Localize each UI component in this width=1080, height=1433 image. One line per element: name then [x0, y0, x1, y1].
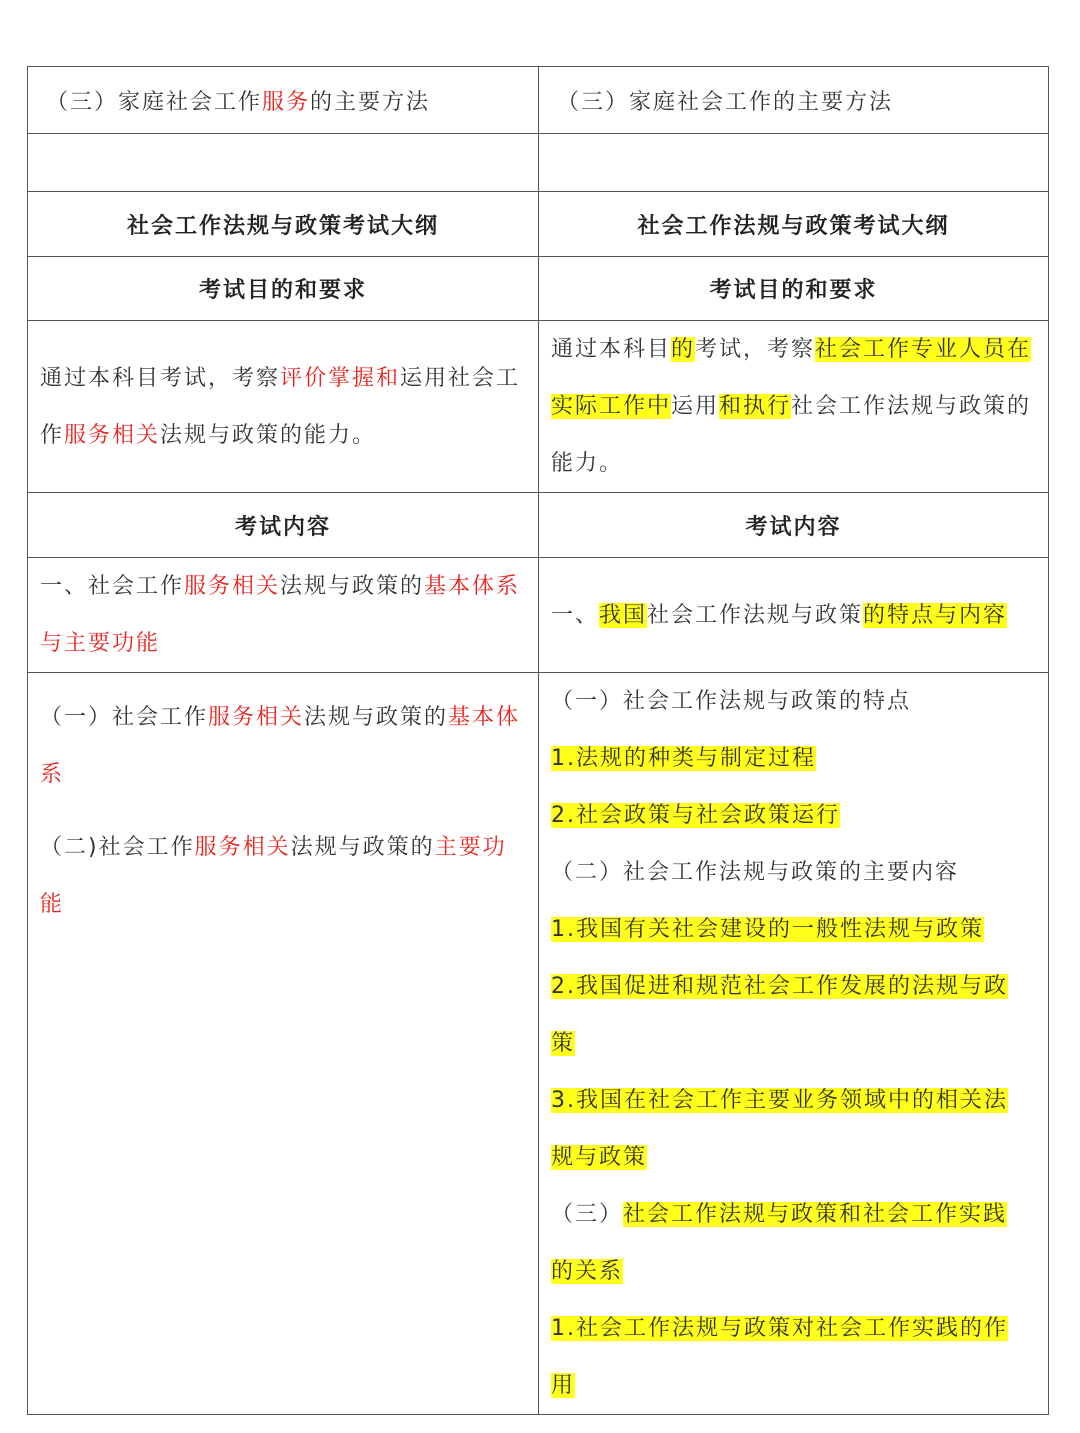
right-item-regulation-types: 1.法规的种类与制定过程 — [551, 746, 816, 771]
right-item-practice-effect: 1.社会工作法规与政策对社会工作实践的作 — [551, 1316, 1008, 1341]
row-purpose — [28, 321, 1049, 493]
row-purpose-header — [28, 257, 1049, 321]
comparison-table — [27, 66, 1049, 1415]
cell-right-content-header: 考试内容 — [539, 493, 1049, 558]
row-empty — [28, 134, 1049, 192]
cell-left-content-header: 考试内容 — [28, 493, 539, 558]
cell-right-details — [539, 673, 1049, 1415]
cell-right-empty — [539, 134, 1049, 192]
left-item-main-functions: （二)社会工作服务相关法规与政策的主要功能 — [40, 835, 507, 917]
row-family-methods — [28, 67, 1049, 134]
row-title — [28, 192, 1049, 257]
cell-left-details — [28, 673, 539, 1415]
right-item-practice-relation-cont: 的关系 — [551, 1259, 624, 1284]
right-item-business-regulations: 3.我国在社会工作主要业务领域中的相关法 — [551, 1088, 1008, 1113]
row-details — [28, 673, 1049, 1415]
cell-right-title: 社会工作法规与政策考试大纲 — [539, 192, 1049, 257]
cell-right-family-methods: （三）家庭社会工作的主要方法 — [539, 67, 1049, 134]
cell-left-purpose-header: 考试目的和要求 — [28, 257, 539, 321]
row-content-header — [28, 493, 1049, 558]
cell-right-purpose-header: 考试目的和要求 — [539, 257, 1049, 321]
right-item-main-content: （二）社会工作法规与政策的主要内容 — [551, 860, 960, 885]
left-item-basic-system: （一）社会工作服务相关法规与政策的基本体系 — [40, 705, 521, 787]
cell-left-family-methods: （三）家庭社会工作服务的主要方法 — [28, 67, 539, 134]
right-item-business-regulations-cont: 规与政策 — [551, 1145, 648, 1170]
row-section-one — [28, 558, 1049, 673]
right-item-features: （一）社会工作法规与政策的特点 — [551, 689, 912, 714]
right-item-practice-relation: （三）社会工作法规与政策和社会工作实践 — [551, 1202, 1008, 1227]
cell-right-purpose: 通过本科目的考试，考察社会工作专业人员在实际工作中运用和执行社会工作法规与政策的能力。 — [539, 321, 1049, 493]
cell-left-purpose: 通过本科目考试，考察评价掌握和运用社会工作服务相关法规与政策的能力。 — [28, 321, 539, 493]
right-item-policy-operation: 2.社会政策与社会政策运行 — [551, 803, 840, 828]
right-item-promote-regulations: 2.我国促进和规范社会工作发展的法规与政 — [551, 974, 1008, 999]
right-item-promote-regulations-cont: 策 — [551, 1031, 576, 1056]
right-item-practice-effect-cont: 用 — [551, 1373, 576, 1398]
cell-left-title: 社会工作法规与政策考试大纲 — [28, 192, 539, 257]
cell-left-empty — [28, 134, 539, 192]
cell-right-section-one: 一、我国社会工作法规与政策的特点与内容 — [539, 558, 1049, 673]
cell-left-section-one: 一、社会工作服务相关法规与政策的基本体系与主要功能 — [28, 558, 539, 673]
right-item-general-regulations: 1.我国有关社会建设的一般性法规与政策 — [551, 917, 984, 942]
